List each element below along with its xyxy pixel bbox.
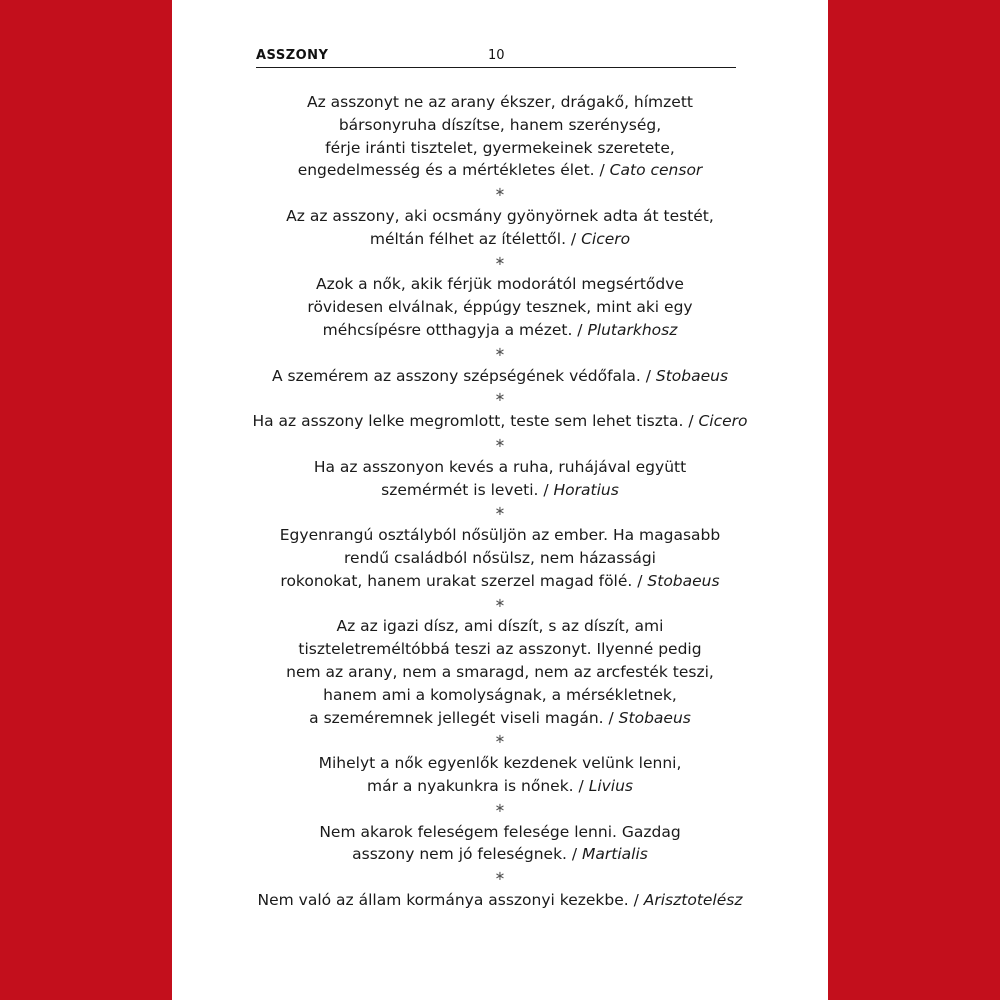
quote-block — [172, 889, 828, 912]
quote-text: rokonokat, hanem urakat szerzel magad fölé. / — [280, 571, 648, 590]
quote-line — [172, 524, 828, 547]
quote-text: Az asszonyt ne az arany ékszer, drágakő, hímzett — [307, 93, 693, 111]
quote-list — [172, 91, 828, 912]
quote-line — [172, 889, 828, 912]
quote-block — [172, 273, 828, 341]
quote-author: Horatius — [553, 480, 619, 499]
quote-text: szemérmét is leveti. / — [381, 480, 554, 499]
separator-asterisk: ∗ — [494, 800, 506, 816]
quote-line — [172, 296, 828, 319]
separator-asterisk: ∗ — [494, 869, 506, 885]
quote-line — [172, 707, 828, 730]
quote-text: Az az asszony, aki ocsmány gyönyörnek adta át testét, — [286, 206, 714, 225]
quote-text: rövidesen elválnak, éppúgy tesznek, mint aki egy — [307, 298, 693, 317]
quote-line — [172, 114, 828, 137]
running-title: ASSZONY — [256, 48, 329, 63]
quote-text: férje iránti tisztelet, gyermekeinek szeretete, — [325, 138, 675, 157]
quote-line — [172, 319, 828, 342]
separator-asterisk: ∗ — [494, 504, 506, 520]
separator-asterisk: ∗ — [494, 185, 506, 201]
quote-line — [172, 843, 828, 866]
quote-line — [172, 137, 828, 160]
quote-line — [172, 273, 828, 296]
quote-block — [172, 365, 828, 388]
page-header — [256, 47, 736, 68]
quote-line — [172, 821, 828, 844]
quote-author: Cicero — [698, 412, 748, 431]
quote-line — [172, 638, 828, 661]
quote-block — [172, 410, 828, 433]
quote-block — [172, 456, 828, 502]
quote-block — [172, 91, 828, 182]
quote-author: Plutarkhosz — [587, 320, 678, 339]
quote-author: Cato censor — [609, 161, 703, 180]
separator-asterisk: ∗ — [494, 344, 506, 360]
quote-text: nem az arany, nem a smaragd, nem az arcfesték teszi, — [286, 662, 714, 681]
quote-text: már a nyakunkra is nőnek. / — [366, 776, 589, 795]
quote-author: Livius — [588, 776, 634, 795]
quote-text: Mihelyt a nők egyenlők kezdenek velünk lenni, — [318, 754, 682, 773]
quote-author: Arisztotelész — [643, 890, 743, 909]
quote-text: hanem ami a komolyságnak, a mérsékletnek, — [323, 685, 677, 704]
quote-line — [172, 91, 828, 114]
quote-text: méltán félhet az ítélettől. / — [369, 229, 582, 248]
quote-text: rendű családból nősülsz, nem házassági — [344, 548, 656, 567]
quote-text: Nem akarok feleségem felesége lenni. Gazdag — [319, 822, 681, 841]
quote-text: tiszteletreméltóbbá teszi az asszonyt. Ilyenné pedig — [298, 640, 702, 659]
quote-text: Azok a nők, akik férjük modorától megsértődve — [316, 275, 684, 294]
quote-author: Stobaeus — [655, 366, 729, 385]
separator-asterisk: ∗ — [494, 595, 506, 611]
quote-text: Ha az asszonyon kevés a ruha, ruhájával együtt — [313, 457, 687, 476]
quote-line — [172, 684, 828, 707]
quote-block — [172, 821, 828, 867]
quote-text: Nem való az állam kormánya asszonyi kezekbe. / — [257, 890, 644, 909]
quote-author: Stobaeus — [618, 708, 691, 727]
quote-line — [172, 570, 828, 593]
quote-line — [172, 365, 828, 388]
quote-text: Az az igazi dísz, ami díszít, s az díszít, ami — [336, 617, 664, 636]
quote-block — [172, 752, 828, 798]
quote-text: Ha az asszony lelke megromlott, teste sem lehet tiszta. / — [252, 412, 699, 431]
quote-text: méhcsípésre otthagyja a mézet. / — [322, 320, 588, 339]
quote-line — [172, 775, 828, 798]
quote-text: Egyenrangú osztályból nősüljön az ember. Ha magasabb — [279, 526, 721, 545]
quote-text: A szemérem az asszony szépségének védőfala. / — [271, 366, 656, 385]
separator-asterisk: ∗ — [494, 390, 506, 406]
quote-line — [172, 205, 828, 228]
quote-author: Martialis — [582, 845, 648, 864]
quote-block — [172, 615, 828, 729]
quote-line — [172, 159, 828, 182]
book-page — [172, 0, 828, 1000]
quote-text: asszony nem jó feleségnek. / — [352, 845, 583, 864]
quote-text: a szeméremnek jellegét viseli magán. / — [309, 708, 619, 727]
quote-block — [172, 524, 828, 592]
quote-line — [172, 228, 828, 251]
quote-line — [172, 615, 828, 638]
quote-line — [172, 410, 828, 433]
separator-asterisk: ∗ — [494, 253, 506, 269]
quote-line — [172, 479, 828, 502]
page-number: 10 — [488, 48, 505, 63]
quote-author: Stobaeus — [647, 571, 720, 590]
quote-line — [172, 547, 828, 570]
quote-block — [172, 205, 828, 251]
quote-text: bársonyruha díszítse, hanem szerénység, — [338, 115, 662, 134]
quote-line — [172, 661, 828, 684]
quote-line — [172, 752, 828, 775]
quote-text: engedelmesség és a mértékletes élet. / — [297, 161, 610, 180]
separator-asterisk: ∗ — [494, 435, 506, 451]
separator-asterisk: ∗ — [494, 732, 506, 748]
quote-author: Cicero — [581, 229, 631, 248]
quote-line — [172, 456, 828, 479]
